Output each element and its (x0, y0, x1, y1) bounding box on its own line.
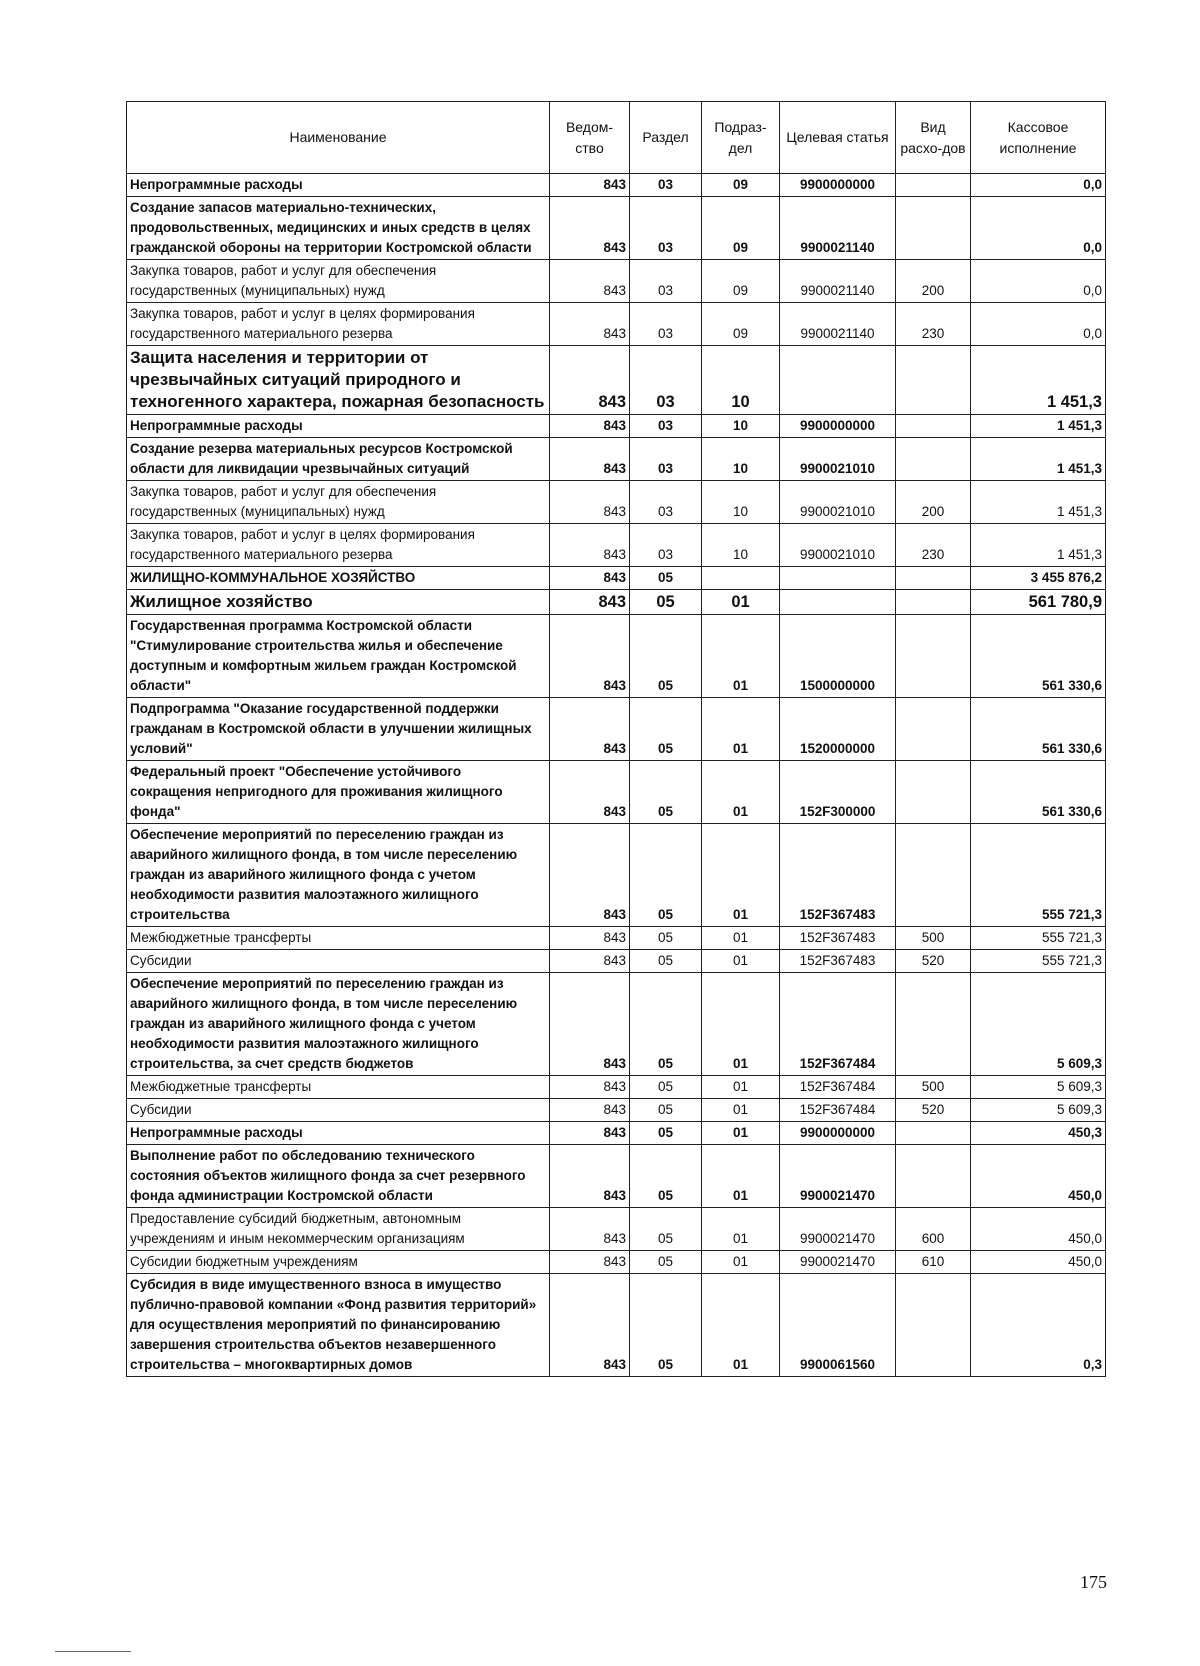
header-kassovoe-ispolnenie: Кассовое исполнение (971, 102, 1106, 174)
cell-tselevaya-statya: 9900021010 (780, 481, 896, 524)
table-row (127, 950, 1106, 973)
cell-vedomstvo: 843 (550, 615, 630, 698)
cell-name: Федеральный проект "Обеспечение устойчивого сокращения непригодного для проживания жилищного фонда" (127, 761, 550, 824)
table-row (127, 927, 1106, 950)
cell-vedomstvo: 843 (550, 524, 630, 567)
cell-name: Закупка товаров, работ и услуг для обеспечения государственных (муниципальных) нужд (127, 260, 550, 303)
cell-razdel: 05 (630, 927, 702, 950)
cell-razdel: 05 (630, 567, 702, 590)
header-podrazdel: Подраз-дел (702, 102, 780, 174)
cell-kassovoe-ispolnenie: 561 330,6 (971, 615, 1106, 698)
table-row (127, 1145, 1106, 1208)
cell-kassovoe-ispolnenie: 3 455 876,2 (971, 567, 1106, 590)
cell-vedomstvo: 843 (550, 567, 630, 590)
cell-razdel: 05 (630, 761, 702, 824)
cell-razdel: 05 (630, 950, 702, 973)
cell-razdel: 03 (630, 197, 702, 260)
table-row (127, 260, 1106, 303)
cell-podrazdel: 10 (702, 524, 780, 567)
cell-name: Предоставление субсидий бюджетным, автономным учреждениям и иным некоммерческим организациям (127, 1208, 550, 1251)
cell-vedomstvo: 843 (550, 1145, 630, 1208)
cell-name: Закупка товаров, работ и услуг в целях формирования государственного материального резерва (127, 303, 550, 346)
cell-razdel: 05 (630, 1274, 702, 1377)
cell-podrazdel: 01 (702, 1274, 780, 1377)
cell-razdel: 03 (630, 415, 702, 438)
footer-divider (55, 1651, 131, 1652)
cell-kassovoe-ispolnenie: 0,0 (971, 303, 1106, 346)
header-razdel: Раздел (630, 102, 702, 174)
cell-tselevaya-statya: 9900021010 (780, 438, 896, 481)
header-name: Наименование (127, 102, 550, 174)
table-row (127, 824, 1106, 927)
cell-vedomstvo: 843 (550, 1274, 630, 1377)
cell-name: Непрограммные расходы (127, 415, 550, 438)
cell-tselevaya-statya: 9900061560 (780, 1274, 896, 1377)
cell-vid-rashodov (896, 1274, 971, 1377)
cell-kassovoe-ispolnenie: 5 609,3 (971, 973, 1106, 1076)
cell-razdel: 05 (630, 615, 702, 698)
cell-kassovoe-ispolnenie: 5 609,3 (971, 1076, 1106, 1099)
cell-vedomstvo: 843 (550, 698, 630, 761)
cell-vid-rashodov: 230 (896, 303, 971, 346)
cell-vid-rashodov (896, 415, 971, 438)
cell-kassovoe-ispolnenie: 555 721,3 (971, 927, 1106, 950)
cell-vid-rashodov (896, 973, 971, 1076)
cell-razdel: 03 (630, 438, 702, 481)
cell-kassovoe-ispolnenie: 561 780,9 (971, 590, 1106, 615)
cell-vedomstvo: 843 (550, 927, 630, 950)
cell-vedomstvo: 843 (550, 590, 630, 615)
cell-vid-rashodov (896, 346, 971, 415)
header-tselevaya-statya: Целевая статья (780, 102, 896, 174)
cell-kassovoe-ispolnenie: 0,0 (971, 197, 1106, 260)
cell-tselevaya-statya: 9900021470 (780, 1145, 896, 1208)
table-header-row (127, 102, 1106, 174)
cell-podrazdel: 01 (702, 761, 780, 824)
cell-podrazdel: 10 (702, 481, 780, 524)
cell-kassovoe-ispolnenie: 1 451,3 (971, 481, 1106, 524)
cell-tselevaya-statya: 152F300000 (780, 761, 896, 824)
table-row (127, 567, 1106, 590)
cell-razdel: 05 (630, 1251, 702, 1274)
cell-razdel: 05 (630, 1208, 702, 1251)
table-row (127, 1274, 1106, 1377)
cell-vid-rashodov: 600 (896, 1208, 971, 1251)
budget-execution-table (126, 101, 1106, 1377)
cell-vid-rashodov (896, 567, 971, 590)
cell-name: Субсидии (127, 1099, 550, 1122)
cell-podrazdel: 01 (702, 1122, 780, 1145)
cell-vedomstvo: 843 (550, 415, 630, 438)
cell-razdel: 05 (630, 698, 702, 761)
cell-razdel: 03 (630, 346, 702, 415)
cell-name: Государственная программа Костромской области "Стимулирование строительства жилья и обеспечение доступным и комфортным жильем граждан Костромской области" (127, 615, 550, 698)
cell-vid-rashodov: 500 (896, 1076, 971, 1099)
cell-kassovoe-ispolnenie: 450,0 (971, 1251, 1106, 1274)
table-row (127, 438, 1106, 481)
cell-name: Создание резерва материальных ресурсов Костромской области для ликвидации чрезвычайных ситуаций (127, 438, 550, 481)
cell-vid-rashodov: 520 (896, 950, 971, 973)
cell-tselevaya-statya: 152F367484 (780, 1076, 896, 1099)
cell-kassovoe-ispolnenie: 1 451,3 (971, 438, 1106, 481)
table-row (127, 1076, 1106, 1099)
cell-kassovoe-ispolnenie: 561 330,6 (971, 761, 1106, 824)
cell-vid-rashodov (896, 590, 971, 615)
cell-razdel: 05 (630, 1099, 702, 1122)
cell-tselevaya-statya: 9900000000 (780, 174, 896, 197)
cell-tselevaya-statya: 152F367484 (780, 1099, 896, 1122)
cell-name: Межбюджетные трансферты (127, 927, 550, 950)
cell-name: Субсидия в виде имущественного взноса в имущество публично-правовой компании «Фонд развития территорий» для осуществления мероприятий по финансированию завершения строительства объектов незавершенного строительства – многоквартирных домов (127, 1274, 550, 1377)
cell-vedomstvo: 843 (550, 761, 630, 824)
cell-name: ЖИЛИЩНО-КОММУНАЛЬНОЕ ХОЗЯЙСТВО (127, 567, 550, 590)
cell-vedomstvo: 843 (550, 824, 630, 927)
cell-vedomstvo: 843 (550, 481, 630, 524)
cell-razdel: 05 (630, 1145, 702, 1208)
cell-vedomstvo: 843 (550, 1099, 630, 1122)
cell-vedomstvo: 843 (550, 1122, 630, 1145)
cell-tselevaya-statya: 152F367484 (780, 973, 896, 1076)
cell-podrazdel: 01 (702, 927, 780, 950)
table-row (127, 1122, 1106, 1145)
cell-vedomstvo: 843 (550, 973, 630, 1076)
cell-podrazdel: 09 (702, 303, 780, 346)
cell-tselevaya-statya: 152F367483 (780, 950, 896, 973)
cell-vid-rashodov (896, 438, 971, 481)
cell-vid-rashodov (896, 761, 971, 824)
cell-podrazdel: 01 (702, 615, 780, 698)
cell-razdel: 03 (630, 303, 702, 346)
cell-tselevaya-statya (780, 567, 896, 590)
cell-podrazdel: 10 (702, 438, 780, 481)
cell-razdel: 05 (630, 590, 702, 615)
cell-tselevaya-statya: 1520000000 (780, 698, 896, 761)
cell-tselevaya-statya (780, 590, 896, 615)
cell-vedomstvo: 843 (550, 346, 630, 415)
table-row (127, 973, 1106, 1076)
table-row (127, 1099, 1106, 1122)
cell-kassovoe-ispolnenie: 555 721,3 (971, 950, 1106, 973)
cell-razdel: 05 (630, 973, 702, 1076)
table-row (127, 524, 1106, 567)
table-row (127, 174, 1106, 197)
cell-podrazdel: 01 (702, 698, 780, 761)
cell-kassovoe-ispolnenie: 0,3 (971, 1274, 1106, 1377)
cell-kassovoe-ispolnenie: 0,0 (971, 174, 1106, 197)
cell-podrazdel: 10 (702, 346, 780, 415)
cell-podrazdel: 09 (702, 197, 780, 260)
cell-tselevaya-statya: 9900021470 (780, 1251, 896, 1274)
cell-tselevaya-statya: 9900000000 (780, 1122, 896, 1145)
cell-name: Закупка товаров, работ и услуг в целях формирования государственного материального резерва (127, 524, 550, 567)
cell-vedomstvo: 843 (550, 1251, 630, 1274)
cell-vid-rashodov (896, 197, 971, 260)
cell-vid-rashodov: 520 (896, 1099, 971, 1122)
table-row (127, 698, 1106, 761)
cell-tselevaya-statya: 9900021140 (780, 197, 896, 260)
cell-name: Защита населения и территории от чрезвычайных ситуаций природного и техногенного характера, пожарная безопасность (127, 346, 550, 415)
cell-vedomstvo: 843 (550, 950, 630, 973)
cell-name: Межбюджетные трансферты (127, 1076, 550, 1099)
cell-razdel: 03 (630, 524, 702, 567)
cell-vid-rashodov: 200 (896, 260, 971, 303)
cell-tselevaya-statya: 9900000000 (780, 415, 896, 438)
cell-kassovoe-ispolnenie: 0,0 (971, 260, 1106, 303)
table-row (127, 1251, 1106, 1274)
cell-name: Закупка товаров, работ и услуг для обеспечения государственных (муниципальных) нужд (127, 481, 550, 524)
cell-podrazdel: 10 (702, 415, 780, 438)
table-row (127, 590, 1106, 615)
cell-tselevaya-statya: 1500000000 (780, 615, 896, 698)
cell-podrazdel: 01 (702, 950, 780, 973)
cell-vedomstvo: 843 (550, 174, 630, 197)
cell-razdel: 05 (630, 1122, 702, 1145)
cell-name: Субсидии (127, 950, 550, 973)
cell-podrazdel: 01 (702, 590, 780, 615)
cell-vid-rashodov (896, 698, 971, 761)
cell-kassovoe-ispolnenie: 450,0 (971, 1208, 1106, 1251)
cell-name: Выполнение работ по обследованию технического состояния объектов жилищного фонда за счет резервного фонда администрации Костромской области (127, 1145, 550, 1208)
cell-name: Непрограммные расходы (127, 1122, 550, 1145)
cell-podrazdel: 01 (702, 824, 780, 927)
cell-podrazdel: 01 (702, 1076, 780, 1099)
cell-kassovoe-ispolnenie: 5 609,3 (971, 1099, 1106, 1122)
cell-name: Создание запасов материально-технических, продовольственных, медицинских и иных средств в целях гражданской обороны на территории Костромской области (127, 197, 550, 260)
cell-podrazdel: 01 (702, 973, 780, 1076)
table-body (127, 174, 1106, 1377)
cell-tselevaya-statya: 9900021140 (780, 260, 896, 303)
cell-tselevaya-statya: 9900021140 (780, 303, 896, 346)
cell-vedomstvo: 843 (550, 197, 630, 260)
cell-podrazdel: 09 (702, 174, 780, 197)
table-row (127, 415, 1106, 438)
table-row (127, 761, 1106, 824)
cell-kassovoe-ispolnenie: 555 721,3 (971, 824, 1106, 927)
cell-kassovoe-ispolnenie: 561 330,6 (971, 698, 1106, 761)
cell-vid-rashodov (896, 174, 971, 197)
cell-vid-rashodov (896, 1122, 971, 1145)
cell-vid-rashodov (896, 824, 971, 927)
cell-podrazdel: 01 (702, 1099, 780, 1122)
header-vid-rashodov: Вид расхо-дов (896, 102, 971, 174)
cell-podrazdel: 09 (702, 260, 780, 303)
cell-razdel: 05 (630, 1076, 702, 1099)
cell-vedomstvo: 843 (550, 1076, 630, 1099)
cell-razdel: 03 (630, 174, 702, 197)
cell-tselevaya-statya: 9900021470 (780, 1208, 896, 1251)
cell-vid-rashodov (896, 1145, 971, 1208)
cell-kassovoe-ispolnenie: 450,0 (971, 1145, 1106, 1208)
cell-kassovoe-ispolnenie: 1 451,3 (971, 415, 1106, 438)
cell-razdel: 05 (630, 824, 702, 927)
cell-podrazdel (702, 567, 780, 590)
cell-vid-rashodov: 230 (896, 524, 971, 567)
cell-name: Субсидии бюджетным учреждениям (127, 1251, 550, 1274)
page-number: 175 (1080, 1572, 1107, 1592)
cell-vid-rashodov: 610 (896, 1251, 971, 1274)
cell-name: Непрограммные расходы (127, 174, 550, 197)
cell-vedomstvo: 843 (550, 260, 630, 303)
cell-podrazdel: 01 (702, 1208, 780, 1251)
table-row (127, 303, 1106, 346)
table-row (127, 197, 1106, 260)
cell-tselevaya-statya (780, 346, 896, 415)
cell-tselevaya-statya: 152F367483 (780, 824, 896, 927)
cell-tselevaya-statya: 152F367483 (780, 927, 896, 950)
cell-vedomstvo: 843 (550, 303, 630, 346)
cell-kassovoe-ispolnenie: 1 451,3 (971, 346, 1106, 415)
table-row (127, 481, 1106, 524)
cell-vid-rashodov (896, 615, 971, 698)
cell-name: Подпрограмма "Оказание государственной поддержки гражданам в Костромской области в улучшении жилищных условий" (127, 698, 550, 761)
cell-name: Обеспечение мероприятий по переселению граждан из аварийного жилищного фонда, в том числе переселению граждан из аварийного жилищного фонда с учетом необходимости развития малоэтажного жилищного строительства, за счет средств бюджетов (127, 973, 550, 1076)
cell-tselevaya-statya: 9900021010 (780, 524, 896, 567)
table-row (127, 1208, 1106, 1251)
cell-vid-rashodov: 500 (896, 927, 971, 950)
cell-name: Обеспечение мероприятий по переселению граждан из аварийного жилищного фонда, в том числе переселению граждан из аварийного жилищного фонда с учетом необходимости развития малоэтажного жилищного строительства (127, 824, 550, 927)
cell-vedomstvo: 843 (550, 1208, 630, 1251)
table-row (127, 346, 1106, 415)
table-row (127, 615, 1106, 698)
cell-vedomstvo: 843 (550, 438, 630, 481)
cell-razdel: 03 (630, 260, 702, 303)
cell-name: Жилищное хозяйство (127, 590, 550, 615)
cell-podrazdel: 01 (702, 1251, 780, 1274)
cell-vid-rashodov: 200 (896, 481, 971, 524)
cell-kassovoe-ispolnenie: 1 451,3 (971, 524, 1106, 567)
header-vedomstvo: Ведом-ство (550, 102, 630, 174)
cell-kassovoe-ispolnenie: 450,3 (971, 1122, 1106, 1145)
cell-podrazdel: 01 (702, 1145, 780, 1208)
cell-razdel: 03 (630, 481, 702, 524)
